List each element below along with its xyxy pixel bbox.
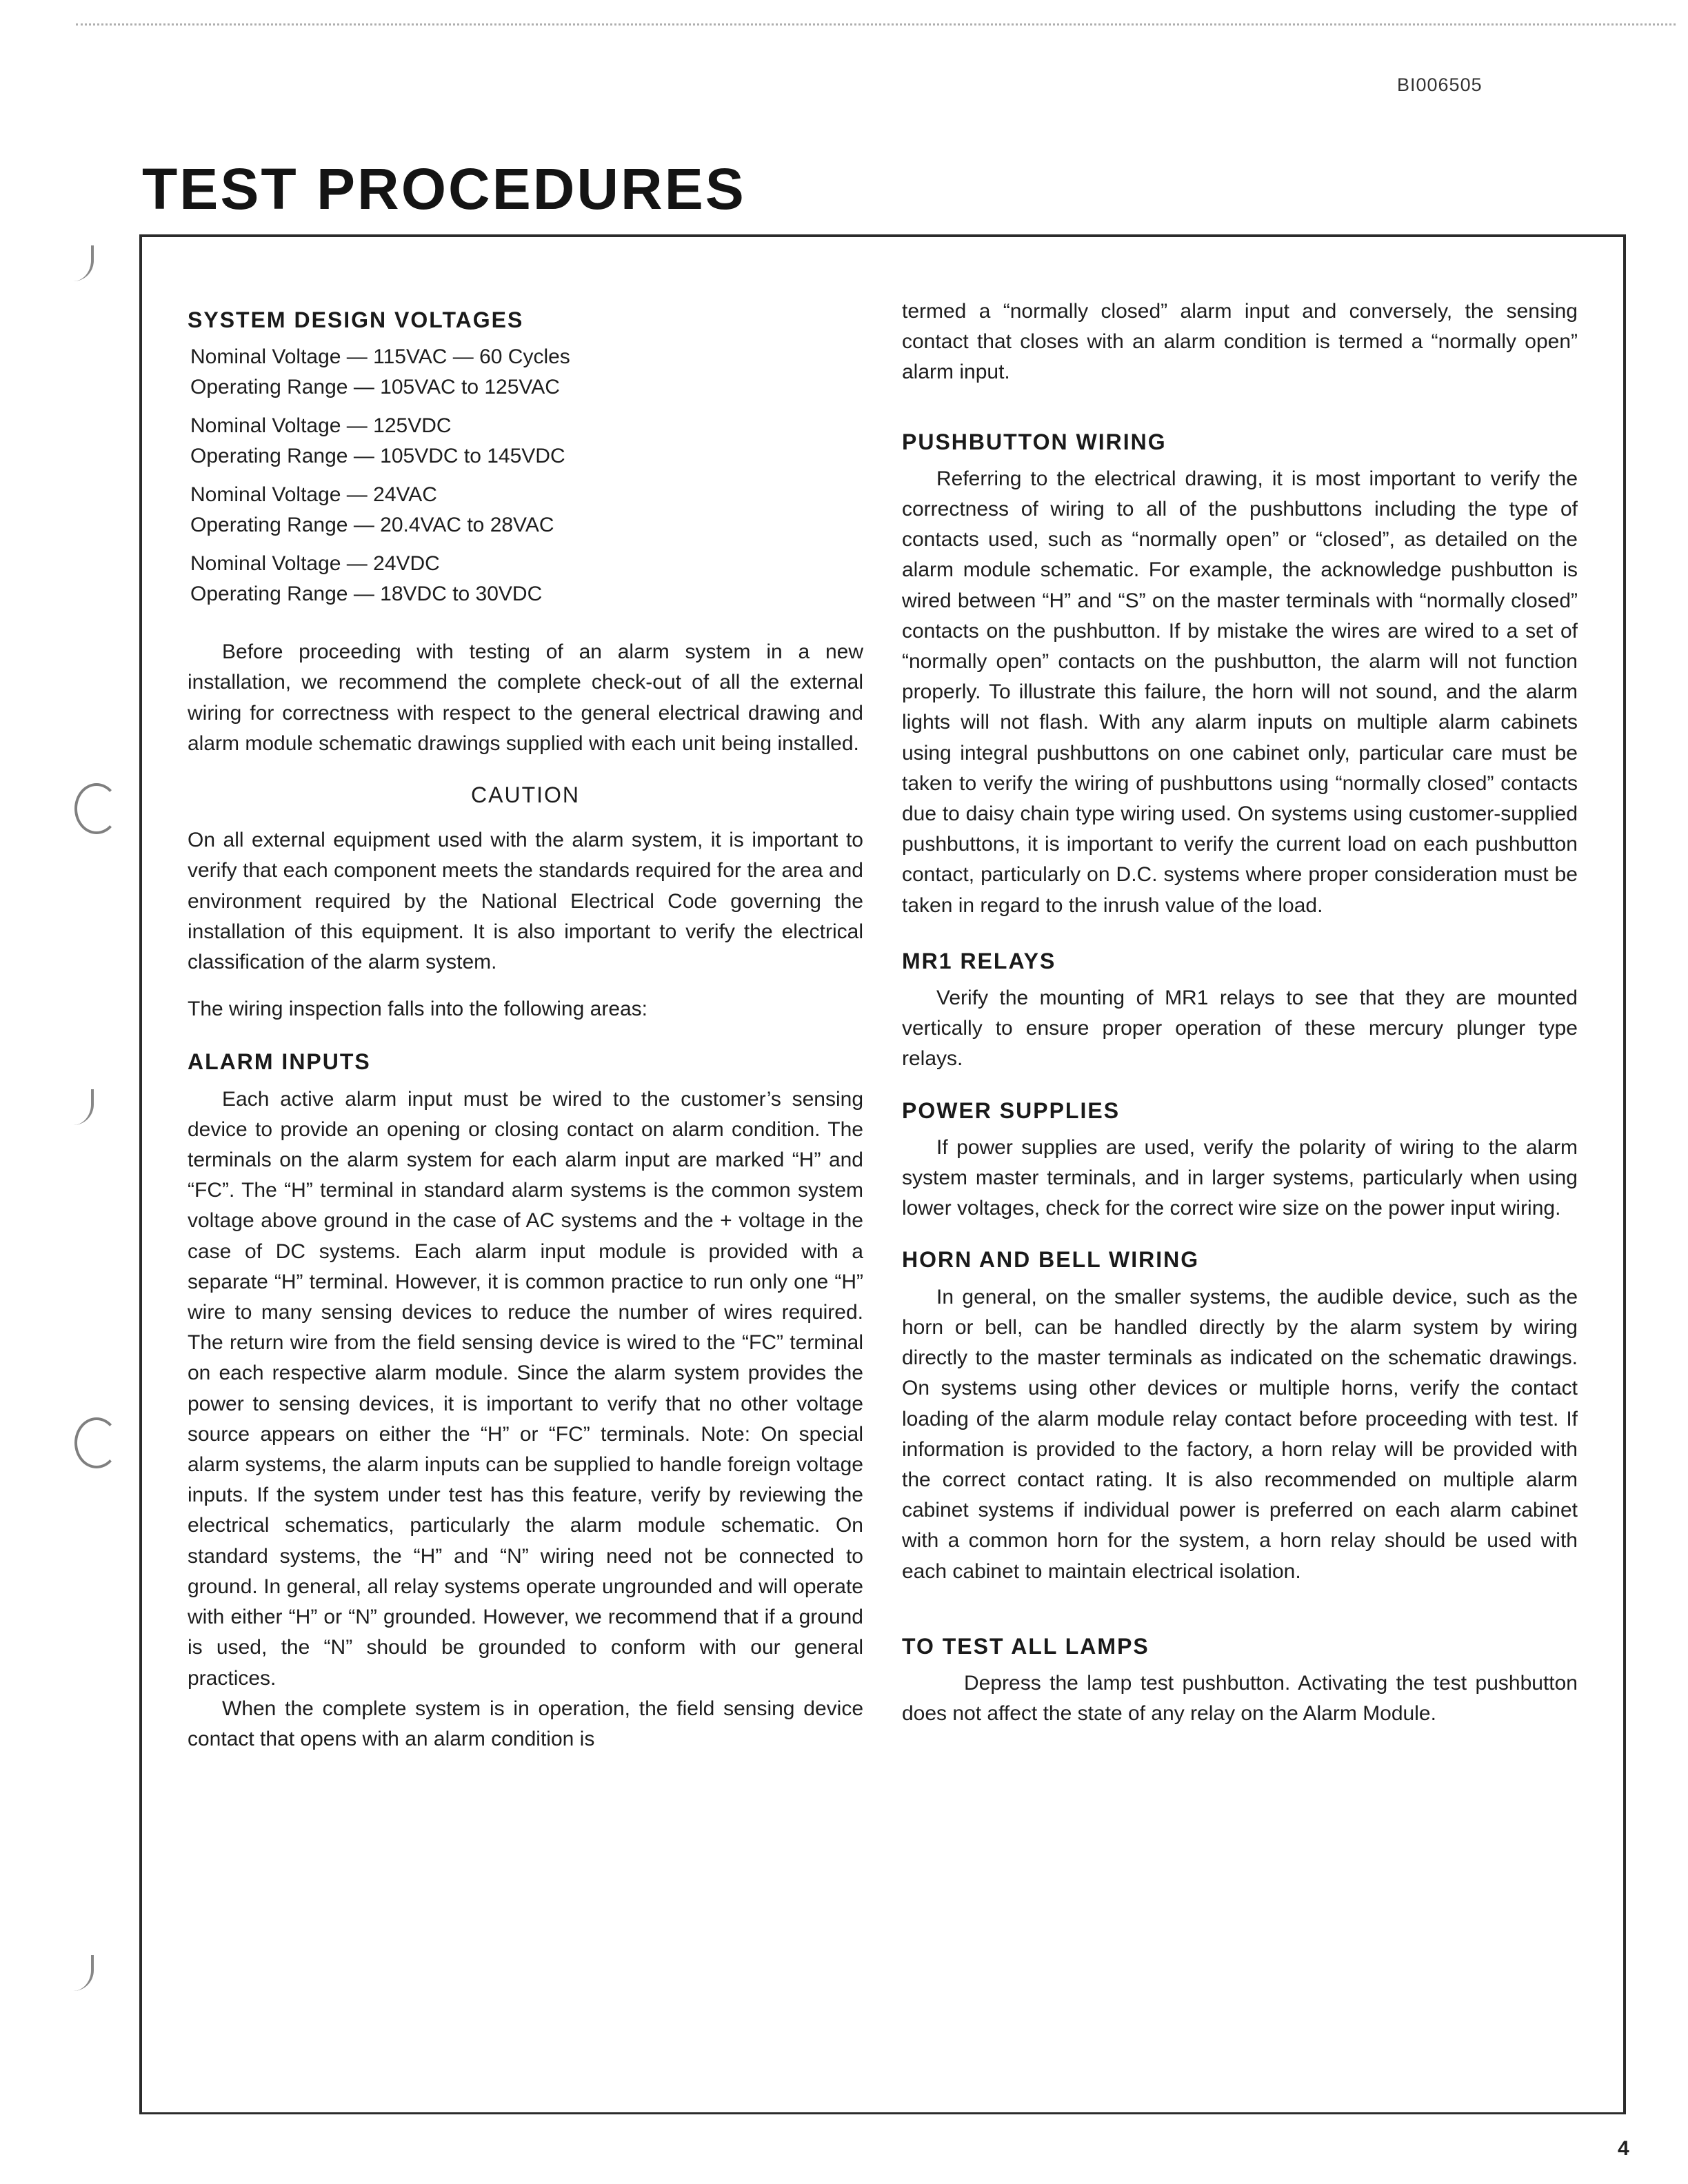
- page-number: 4: [1618, 2137, 1629, 2160]
- binder-mark-middle: [73, 1089, 94, 1125]
- heading-alarm-inputs: ALARM INPUTS: [188, 1049, 371, 1075]
- document-id: BI006505: [1397, 74, 1483, 95]
- voltage-spec-4: [190, 549, 863, 609]
- intro-paragraph: Before proceeding with testing of an alarm system in a new installation, we recommend the complete check-out of all the external wiring for correctness with respect to the general electrical drawing and alarm module schematic drawings supplied with each unit being installed.: [188, 640, 863, 755]
- binder-mark-bottom: [73, 1955, 94, 1991]
- continued-paragraph: termed a “normally closed” alarm input and conversely, the sensing contact that closes with an alarm condition is termed a “normally open” alarm input.: [902, 300, 1578, 384]
- left-column: [188, 305, 863, 1771]
- heading-mr1-relays: MR1 RELAYS: [902, 948, 1056, 973]
- voltage-spec-1: [190, 342, 863, 403]
- horn-paragraph: In general, on the smaller systems, the audible device, such as the horn or bell, can be handled directly by the alarm system by wiring directly to the master terminals as indicated on the schematic drawings. On systems using other devices or multiple horns, verify the contact loading of the alarm module relay contact before proceeding with test. If information is provided to the factory, a horn relay will be provided with the correct contact rating. It is also recommended on multiple alarm cabinet systems if individual power is preferred on each alarm cabinet with a common horn for the system, a horn relay should be used with each cabinet to maintain electrical isolation.: [902, 1285, 1578, 1583]
- binder-hole-2: [74, 1417, 119, 1468]
- operating-range: Operating Range — 18VDC to 30VDC: [190, 583, 543, 606]
- alarm-inputs-paragraph: Each active alarm input must be wired to the customer’s sensing device to provide an opening or closing contact on alarm condition. The terminals on the alarm system for each alarm input are marked “H” and “FC”. The “H” terminal in standard alarm systems is the common system voltage above ground in the case of AC systems and the + voltage in the case of DC systems. Each alarm input module is provided with a separate “H” terminal. However, it is common practice to run only one “H” wire to many sensing devices to reduce the number of wires required. The return wire from the field sensing device is wired to the “FC” terminal on each respective alarm module. Since the alarm system provides the power to sensing devices, it is important to verify that no other voltage source appears on either the “H” or “FC” terminals. Note: On special alarm systems, the alarm inputs can be supplied to handle foreign voltage inputs. If the system under test has this feature, verify by reviewing the electrical schematics, particularly the alarm module schematic. On standard systems, the “H” and “N” wiring need not be connected to ground. In general, all relay systems operate ungrounded and will operate with either “H” or “N” grounded. However, we recommend that if a ground is used, the “N” should be grounded to conform with our general practices.: [188, 1087, 863, 1690]
- nominal-voltage: Nominal Voltage — 24VAC: [190, 483, 437, 507]
- heading-horn-bell-wiring: HORN AND BELL WIRING: [902, 1247, 1200, 1273]
- caution-heading: CAUTION: [471, 782, 580, 808]
- power-paragraph: If power supplies are used, verify the polarity of wiring to the alarm system master terminals, and in larger systems, particularly when using lower voltages, check for the correct wire size on the power input wiring.: [902, 1135, 1578, 1220]
- inspection-paragraph: The wiring inspection falls into the following areas:: [188, 998, 648, 1021]
- scan-artifact-line: [76, 7, 1676, 26]
- operating-range: Operating Range — 105VDC to 145VDC: [190, 445, 565, 468]
- binder-hole-1: [74, 783, 119, 834]
- voltage-spec-3: [190, 480, 863, 540]
- alarm-inputs-paragraph-2: When the complete system is in operation, the field sensing device contact that opens with an alarm condition is: [188, 1697, 863, 1750]
- heading-power-supplies: POWER SUPPLIES: [902, 1098, 1121, 1123]
- mr1-paragraph: Verify the mounting of MR1 relays to see that they are mounted vertically to ensure proper operation of these mercury plunger type relays.: [902, 987, 1578, 1071]
- pushbutton-paragraph: Referring to the electrical drawing, it is most important to verify the correctness of wiring to all of the pushbuttons including the type of contacts used, such as “normally open” or “closed”, as detailed on the alarm module schematic. For example, the acknowledge pushbutton is wired between “H” and “S” on the master terminals with “normally closed” contacts on the pushbutton. If by mistake the wires are wired to a set of “normally open” contacts on the pushbutton, the alarm will not function properly. To illustrate this failure, the horn will not sound, and the alarm lights will not flash. With any alarm inputs on multiple alarm cabinets using integral pushbuttons on one cabinet only, particular care must be taken to verify the wiring of pushbuttons using “normally closed” contacts due to daisy chain type wiring used. On systems using customer-supplied pushbuttons, it is important to verify the current load on each pushbutton contact, particularly on D.C. systems where proper consideration must be taken in regard to the inrush value of the load.: [902, 467, 1578, 917]
- nominal-voltage: Nominal Voltage — 125VDC: [190, 414, 452, 438]
- heading-pushbutton-wiring: PUSHBUTTON WIRING: [902, 429, 1167, 454]
- caution-paragraph: On all external equipment used with the alarm system, it is important to verify that each component meets the standards required for the area and environment required by the National Electrical Code governing the installation of this equipment. It is also important to verify the electrical classification of the alarm system.: [188, 829, 863, 974]
- operating-range: Operating Range — 20.4VAC to 28VAC: [190, 514, 554, 537]
- heading-system-voltages: SYSTEM DESIGN VOLTAGES: [188, 307, 524, 332]
- page-title: TEST PROCEDURES: [142, 156, 746, 221]
- heading-test-lamps: TO TEST ALL LAMPS: [902, 1633, 1149, 1659]
- nominal-voltage: Nominal Voltage — 24VDC: [190, 552, 440, 576]
- lamps-paragraph: Depress the lamp test pushbutton. Activating the test pushbutton does not affect the state of any relay on the Alarm Module.: [902, 1671, 1578, 1726]
- operating-range: Operating Range — 105VAC to 125VAC: [190, 376, 560, 399]
- binder-mark-top: [73, 245, 94, 281]
- nominal-voltage: Nominal Voltage — 115VAC — 60 Cycles: [190, 345, 570, 369]
- right-column: [902, 296, 1578, 1746]
- voltage-spec-2: [190, 411, 863, 472]
